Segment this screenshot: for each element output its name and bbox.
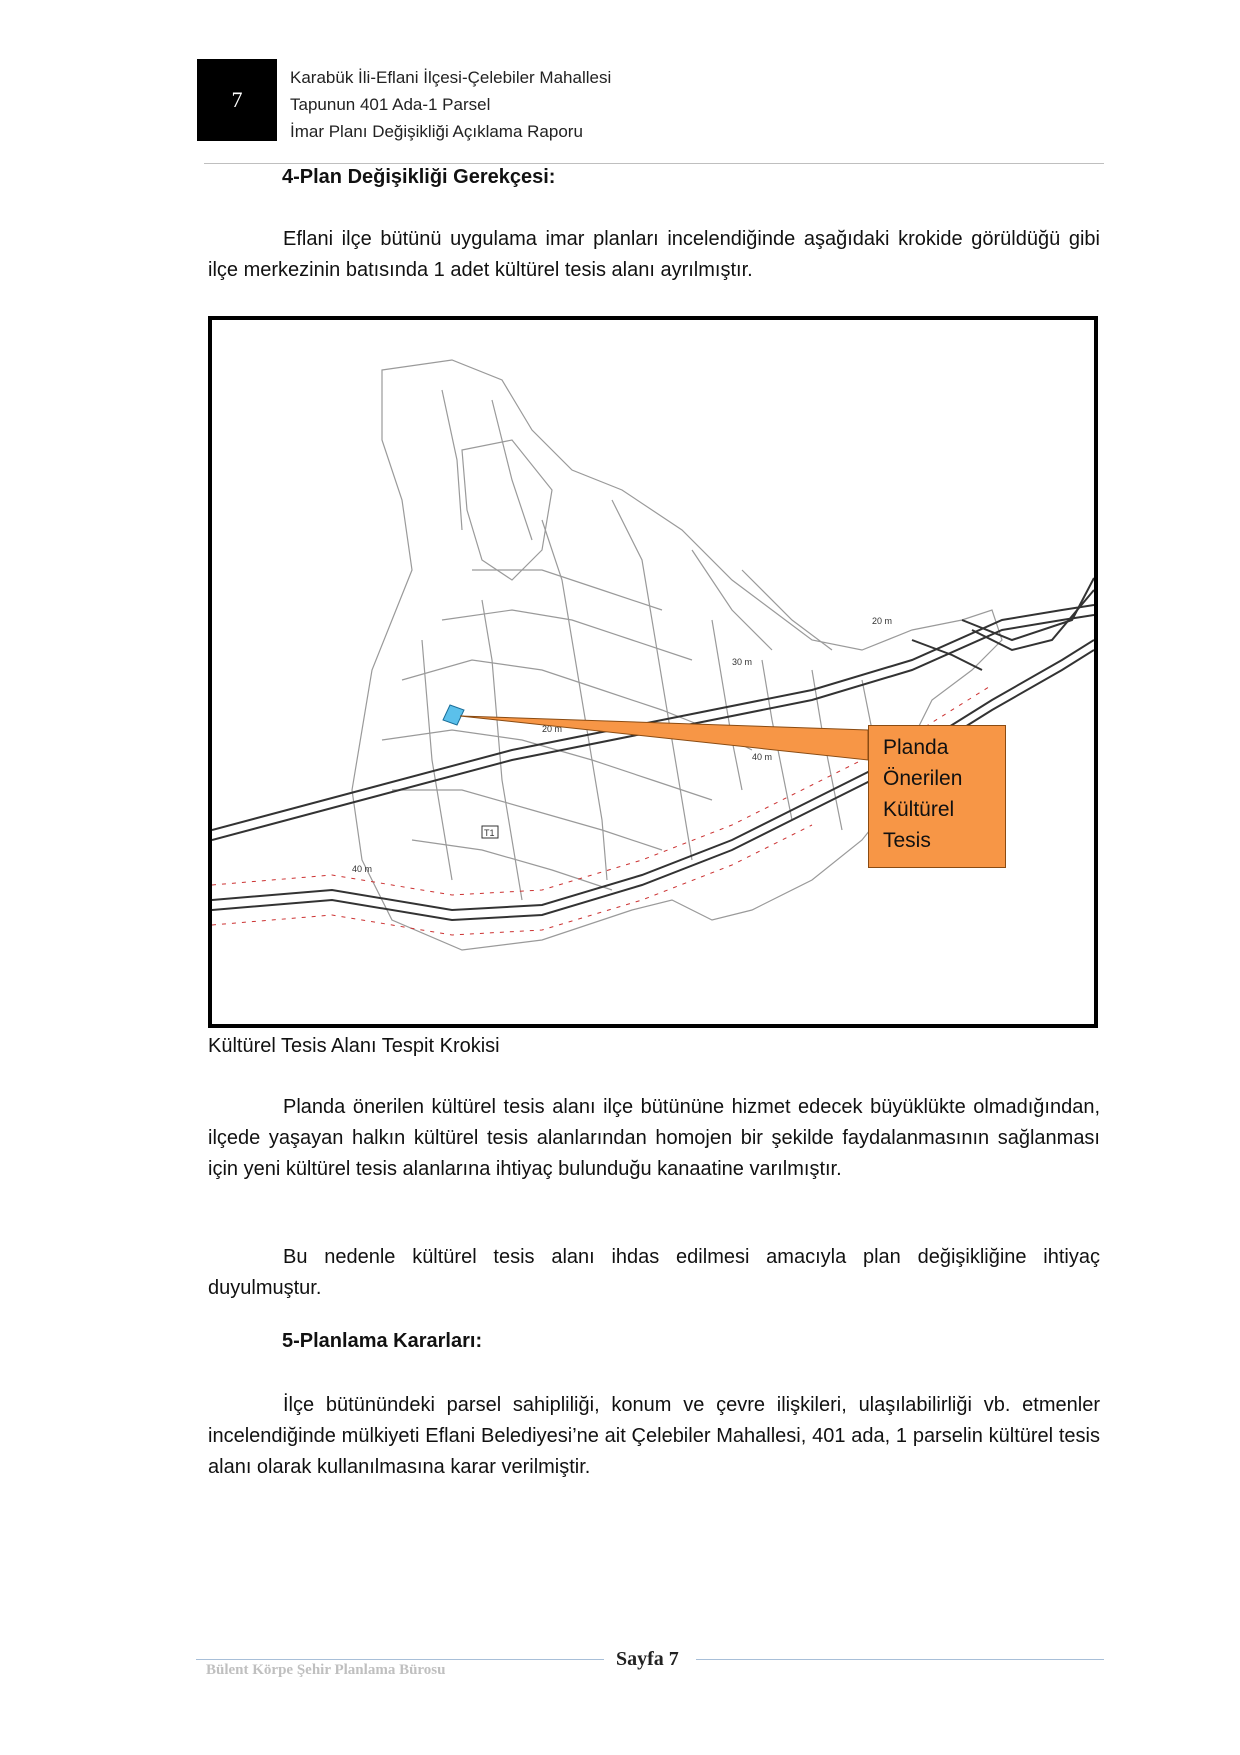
callout-line-3: Kültürel — [883, 798, 955, 821]
page-number-badge: 7 — [197, 59, 277, 141]
road-label-3: 20 m — [542, 724, 563, 734]
paragraph-4: İlçe bütünündeki parsel sahipliliği, konum ve çevre ilişkileri, ulaşılabilirliği vb. etmenler incelendiğinde mülkiyeti Eflani Belediyesi’ne ait Çelebiler Mahallesi, 401 ada, 1 parselin kültürel tesis alanı olarak kullanılmasına karar verilmiştir. — [208, 1394, 1100, 1478]
street-network — [212, 320, 1094, 1024]
road-label-4: 40 m — [752, 752, 773, 762]
section-heading-5: 5-Planlama Kararları: — [282, 1330, 483, 1352]
footer-page-label: Sayfa 7 — [616, 1648, 679, 1670]
header-line-3: İmar Planı Değişikliği Açıklama Raporu — [290, 122, 583, 141]
footer-divider-right — [696, 1659, 1104, 1660]
paragraph-3: Bu nedenle kültürel tesis alanı ihdas edilmesi amacıyla plan değişikliğine ihtiyaç duyulmuştur. — [208, 1246, 1100, 1299]
footer-divider-left — [196, 1659, 604, 1660]
callout-box — [868, 725, 1006, 868]
footer-office: Bülent Körpe Şehir Planlama Bürosu — [206, 1662, 446, 1678]
callout-line-4: Tesis — [883, 829, 931, 852]
paragraph-2: Planda önerilen kültürel tesis alanı ilçe bütününe hizmet edecek büyüklükte olmadığından, ilçede yaşayan halkın kültürel tesis alanlarından homojen bir şekilde faydalanmasının sağlanması için yeni kültürel tesis alanlarına ihtiyaç bulunduğu kanaatine varılmıştır. — [208, 1096, 1100, 1180]
road-label-5: 40 m — [352, 864, 373, 874]
callout-pointer — [460, 716, 868, 760]
section-heading-4: 4-Plan Değişikliği Gerekçesi: — [282, 166, 556, 188]
header-divider — [204, 163, 1104, 164]
callout-line-2: Önerilen — [883, 767, 963, 790]
paragraph-1: Eflani ilçe bütünü uygulama imar planları incelendiğinde aşağıdaki krokide görüldüğü gibi ilçe merkezinin batısında 1 adet kültürel tesis alanı ayrılmıştır. — [208, 228, 1100, 281]
road-label-1: 20 m — [872, 616, 893, 626]
sketch-map — [208, 316, 1098, 1028]
parcel-label: T1 — [484, 828, 495, 838]
header-line-2: Tapunun 401 Ada-1 Parsel — [290, 95, 491, 114]
figure-caption: Kültürel Tesis Alanı Tespit Krokisi — [208, 1035, 500, 1057]
document-header — [290, 64, 611, 145]
callout-line-1: Planda — [883, 736, 949, 759]
proposed-cultural-parcel — [443, 705, 464, 725]
header-line-1: Karabük İli-Eflani İlçesi-Çelebiler Mahallesi — [290, 68, 612, 87]
road-label-2: 30 m — [732, 657, 753, 667]
